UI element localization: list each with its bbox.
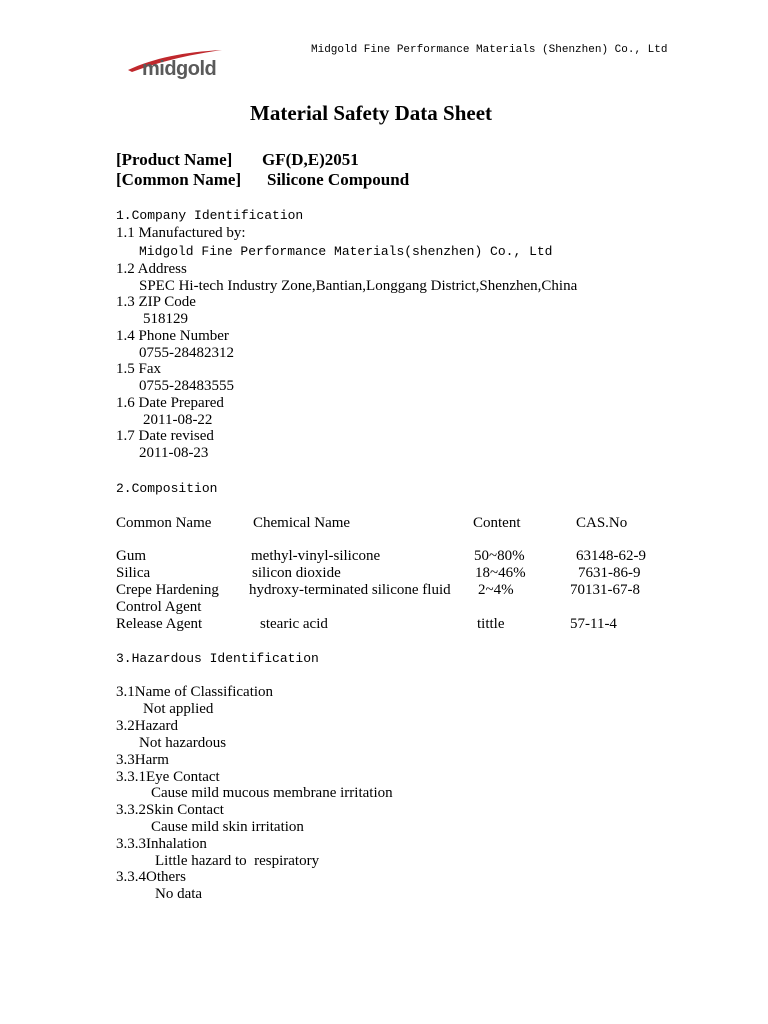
- item-value: 518129: [143, 311, 188, 327]
- item-value: Midgold Fine Performance Materials(shenzhen) Co., Ltd: [139, 244, 553, 259]
- cell-content: 50~80%: [474, 548, 525, 564]
- cell-chemical-name: stearic acid: [260, 616, 328, 632]
- item-value: 2011-08-23: [139, 445, 209, 461]
- cell-content: 2~4%: [478, 582, 514, 598]
- item-value: No data: [155, 886, 203, 902]
- item-value: Cause mild mucous membrane irritation: [151, 785, 393, 801]
- logo-text: midgold: [142, 58, 217, 80]
- product-name-label: [Product Name]: [116, 150, 233, 169]
- cell-common-name: Crepe Hardening: [116, 582, 219, 598]
- common-name-value: Silicone Compound: [267, 170, 410, 189]
- item-value: Cause mild skin irritation: [151, 819, 304, 835]
- cell-content: tittle: [477, 616, 505, 632]
- item-label: 1.6 Date Prepared: [116, 395, 224, 411]
- item-label: 3.1Name of Classification: [116, 684, 274, 700]
- item-label: 1.5 Fax: [116, 361, 161, 377]
- item-label: 3.3.3Inhalation: [116, 836, 207, 852]
- item-label: 3.3.2Skin Contact: [116, 802, 224, 818]
- cell-cas: 7631-86-9: [578, 565, 641, 581]
- cell-cas: 70131-67-8: [570, 582, 640, 598]
- cell-chemical-name: hydroxy-terminated silicone fluid: [249, 582, 451, 598]
- cell-common-name: Silica: [116, 565, 151, 581]
- item-label: 3.3.4Others: [116, 869, 186, 885]
- cell-content: 18~46%: [475, 565, 526, 581]
- item-label: 1.4 Phone Number: [116, 328, 229, 344]
- table-header-chemical-name: Chemical Name: [253, 515, 351, 531]
- common-name-label: [Common Name]: [116, 170, 242, 189]
- cell-cas: 63148-62-9: [576, 548, 646, 564]
- page-title: Material Safety Data Sheet: [250, 101, 493, 125]
- item-value: 2011-08-22: [143, 412, 213, 428]
- item-label: 1.1 Manufactured by:: [116, 225, 246, 241]
- item-label: 3.3.1Eye Contact: [116, 769, 220, 785]
- cell-chemical-name: methyl-vinyl-silicone: [251, 548, 381, 564]
- item-value: 0755-28483555: [139, 378, 234, 394]
- table-header-cas: CAS.No: [576, 515, 628, 531]
- item-label: 1.3 ZIP Code: [116, 294, 196, 310]
- company-logo: [124, 44, 234, 84]
- item-label: 1.2 Address: [116, 261, 187, 277]
- item-value: 0755-28482312: [139, 345, 234, 361]
- cell-cas: 57-11-4: [570, 616, 617, 632]
- cell-common-name: Gum: [116, 548, 146, 564]
- item-label: 3.3Harm: [116, 752, 169, 768]
- cell-chemical-name: silicon dioxide: [252, 565, 341, 581]
- item-value: SPEC Hi-tech Industry Zone,Bantian,Longgang District,Shenzhen,China: [139, 278, 578, 294]
- item-label: 1.7 Date revised: [116, 428, 214, 444]
- table-header-content: Content: [473, 515, 521, 531]
- table-header-common-name: Common Name: [116, 515, 212, 531]
- item-label: 3.2Hazard: [116, 718, 179, 734]
- cell-common-name-cont: Control Agent: [116, 599, 202, 615]
- section-heading-composition: 2.Composition: [116, 481, 218, 496]
- item-value: Not hazardous: [139, 735, 227, 751]
- item-value: Little hazard to respiratory: [155, 853, 320, 869]
- section-heading-company: 1.Company Identification: [116, 208, 304, 223]
- header-company-line: Midgold Fine Performance Materials (Shenzhen) Co., Ltd: [311, 44, 668, 56]
- product-name-value: GF(D,E)2051: [262, 150, 359, 169]
- item-value: Not applied: [143, 701, 214, 717]
- section-heading-hazard: 3.Hazardous Identification: [116, 651, 319, 666]
- cell-common-name: Release Agent: [116, 616, 203, 632]
